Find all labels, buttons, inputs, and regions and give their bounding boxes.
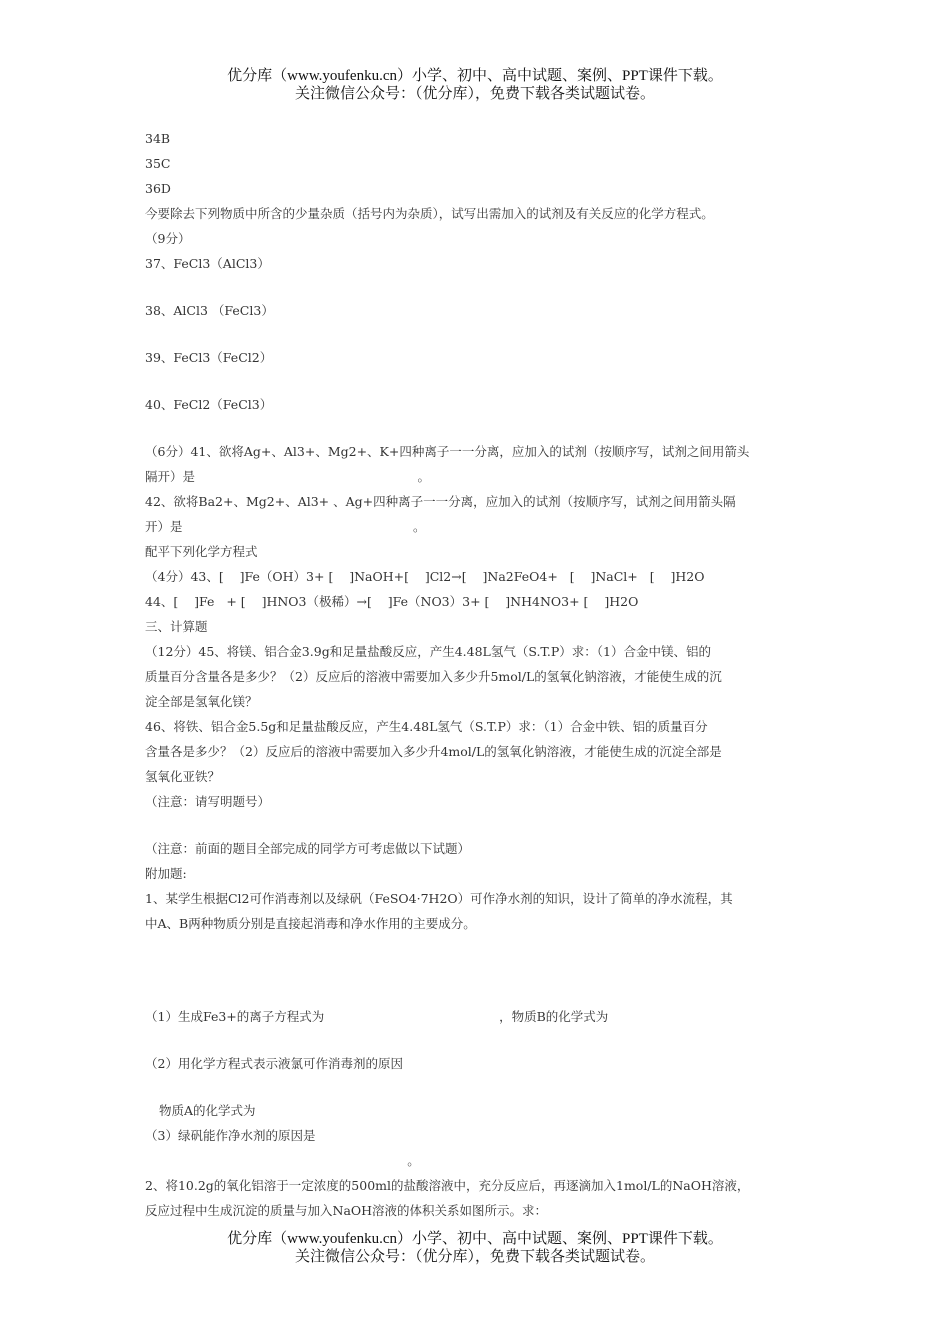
impurity-intro: 今要除去下列物质中所含的少量杂质（括号内为杂质），试写出需加入的试剂及有关反应的化学方程式。 <box>145 206 714 221</box>
question-46-line-1: 46、将铁、铝合金5.5g和足量盐酸反应，产生4.48L氢气（S.T.P）求：（1）合金中铁、铝的质量百分 <box>145 719 708 734</box>
question-42-line-2: 开）是 。 <box>145 519 426 534</box>
extra-1-line-1: 1、某学生根据Cl2可作消毒剂以及绿矾（FeSO4·7H2O）可作净水剂的知识，设计了简单的净水流程，其 <box>145 891 733 906</box>
question-46-line-3: 氢氧化亚铁？ <box>145 769 221 784</box>
answer-34: 34B <box>145 131 171 146</box>
answer-36: 36D <box>145 181 171 196</box>
question-38: 38、AlCl3 （FeCl3） <box>145 303 274 318</box>
question-45-line-1: （12分）45、将镁、铝合金3.9g和足量盐酸反应，产生4.48L氢气（S.T.P）求：（1）合金中镁、铝的 <box>145 644 712 659</box>
question-41-line-1: （6分）41、欲将Ag+、Al3+、Mg2+、K+四种离子一一分离，应加入的试剂（按顺序写，试剂之间用箭头 <box>145 444 750 459</box>
footer-line-2: 关注微信公众号：（优分库），免费下载各类试题试卷。 <box>294 1249 655 1265</box>
extra-2-line-2: 反应过程中生成沉淀的质量与加入NaOH溶液的体积关系如图所示。求： <box>145 1203 548 1218</box>
question-42-line-1: 42、欲将Ba2+、Mg2+、Al3+ 、Ag+四种离子一一分离，应加入的试剂（按顺序写，试剂之间用箭头隔 <box>145 494 736 509</box>
balance-heading: 配平下列化学方程式 <box>145 544 258 559</box>
extra-1-sub-2: （2）用化学方程式表示液氯可作消毒剂的原因 <box>145 1056 403 1071</box>
extra-1-sub-3: （3）绿矾能作净水剂的原因是 <box>145 1128 316 1143</box>
extra-1-sub-1: （1）生成Fe3+的离子方程式为 ，物质B的化学式为 <box>145 1009 609 1024</box>
note-question-number: （注意：请写明题号） <box>145 794 271 809</box>
question-40: 40、FeCl2（FeCl3） <box>145 397 273 412</box>
question-39: 39、FeCl3（FeCl2） <box>145 350 273 365</box>
footer-line-1: 优分库（www.youfenku.cn）小学、初中、高中试题、案例、PPT课件下载。 <box>227 1231 723 1247</box>
question-37: 37、FeCl3（AlCl3） <box>145 256 270 271</box>
question-45-line-3: 淀全部是氢氧化镁？ <box>145 694 258 709</box>
question-46-line-2: 含量各是多少？（2）反应后的溶液中需要加入多少升4mol/L的氢氧化钠溶液，才能使生成的沉淀全部是 <box>145 744 722 759</box>
extra-1-substance-a: 物质A的化学式为 <box>159 1103 256 1118</box>
extra-1-end: 。 <box>145 1153 420 1168</box>
answer-35: 35C <box>145 156 171 171</box>
document-body <box>145 126 820 1223</box>
question-44: 44、[ ]Fe + [ ]HNO3（极稀）→[ ]Fe（NO3）3+ [ ]NH4NO3+ [ ]H2O <box>145 594 639 609</box>
impurity-score: （9分） <box>145 231 191 246</box>
question-45-line-2: 质量百分含量各是多少？（2）反应后的溶液中需要加入多少升5mol/L的氢氧化钠溶液，才能使生成的沉 <box>145 669 722 684</box>
page-header <box>0 67 950 103</box>
question-43: （4分）43、[ ]Fe（OH）3+ [ ]NaOH+[ ]Cl2→[ ]Na2FeO4+ [ ]NaCl+ [ ]H2O <box>145 569 705 584</box>
extra-heading: 附加题: <box>145 866 187 881</box>
question-41-line-2: 隔开）是 。 <box>145 469 431 484</box>
extra-2-line-1: 2、将10.2g的氧化铝溶于一定浓度的500ml的盐酸溶液中，充分反应后，再逐滴加入1mol/L的NaOH溶液， <box>145 1178 750 1193</box>
header-line-2: 关注微信公众号：（优分库），免费下载各类试题试卷。 <box>294 86 655 102</box>
note-extra: （注意：前面的题目全部完成的同学方可考虑做以下试题） <box>145 841 471 856</box>
page-footer <box>0 1230 950 1266</box>
section-3-heading: 三、计算题 <box>145 619 208 634</box>
extra-1-line-2: 中A、B两种物质分别是直接起消毒和净水作用的主要成分。 <box>145 916 476 931</box>
header-line-1: 优分库（www.youfenku.cn）小学、初中、高中试题、案例、PPT课件下载。 <box>227 68 723 84</box>
